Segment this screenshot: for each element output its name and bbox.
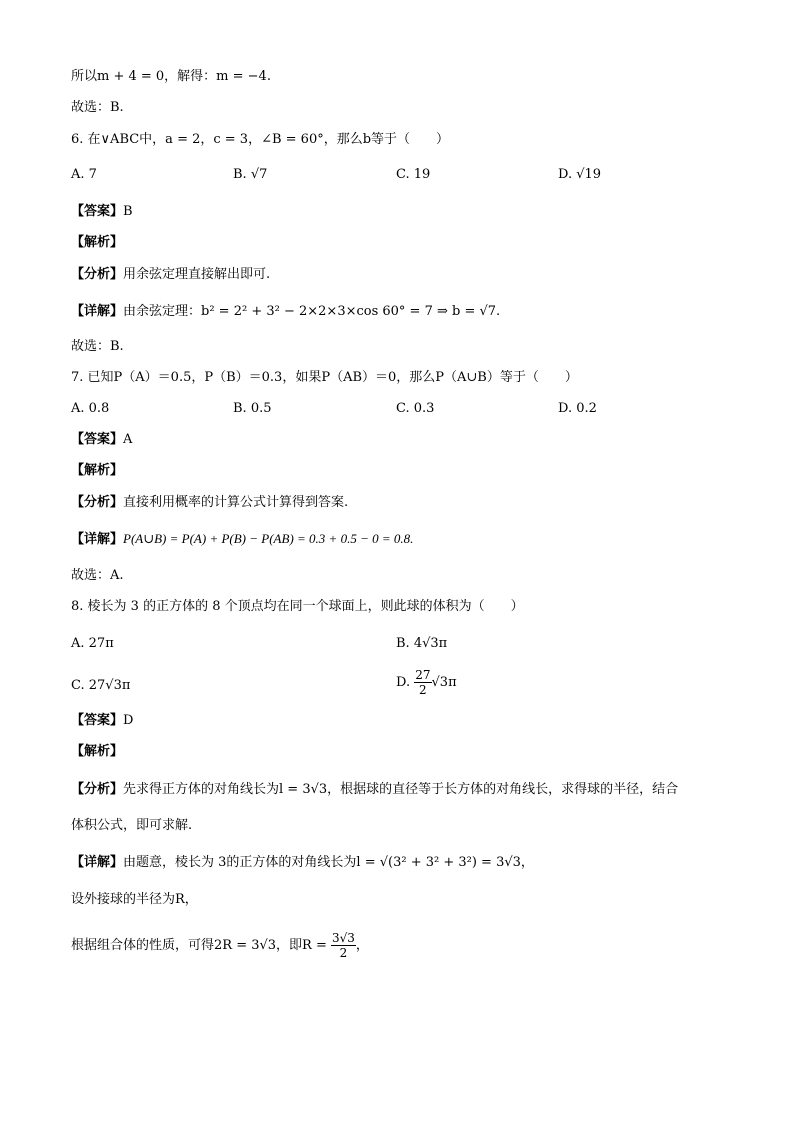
option-6d: D. √19: [558, 167, 602, 182]
analysis-6: [71, 266, 270, 284]
analysis-heading: 【解析】: [71, 235, 124, 250]
answer-value: B: [123, 204, 133, 219]
option-8c: C. 27√3π: [71, 678, 131, 693]
option-6c: C. 19: [396, 167, 431, 182]
option-8d-rest: √3π: [431, 675, 457, 690]
analysis-text: 直接利用概率的计算公式计算得到答案.: [123, 495, 349, 510]
detail-tag: 【详解】: [71, 532, 124, 547]
fraction-denominator: 2: [419, 683, 427, 697]
detail-text: 由题意，棱长为 3的正方体的对角线长为l = √(3² + 3² + 3²) = 3√3，: [123, 855, 534, 870]
answer-8: [71, 712, 133, 730]
answer-tag: 【答案】: [71, 713, 124, 728]
fraction-numerator: 3√3: [332, 931, 355, 945]
text-line: 故选：A.: [71, 568, 124, 583]
question-8: 8. 棱长为 3 的正方体的 8 个顶点均在同一个球面上，则此球的体积为（ ）: [71, 599, 524, 614]
fraction: [331, 931, 356, 960]
analysis-heading: 【解析】: [71, 744, 124, 759]
option-6b: B. √7: [233, 167, 268, 182]
analysis-tag: 【分析】: [71, 495, 124, 510]
analysis-heading: 【解析】: [71, 463, 124, 478]
text-segment: 根据组合体的性质，可得2R = 3√3，即R =: [71, 938, 327, 953]
option-8b: B. 4√3π: [396, 636, 448, 651]
question-6: 6. 在∨ABC中，a = 2，c = 3，∠B = 60°，那么b等于（ ）: [71, 132, 450, 147]
answer-7: [71, 431, 132, 449]
option-6a: A. 7: [71, 167, 97, 182]
option-7b: B. 0.5: [233, 401, 272, 416]
option-8a: A. 27π: [71, 636, 114, 651]
text-line: 故选：B.: [71, 100, 124, 115]
answer-tag: 【答案】: [71, 204, 124, 219]
detail-text: P(A∪B) = P(A) + P(B) − P(AB) = 0.3 + 0.5 − 0 = 0.8.: [123, 531, 414, 546]
answer-6: [71, 203, 133, 221]
answer-tag: 【答案】: [71, 432, 124, 447]
text-line: 设外接球的半径为R，: [71, 892, 198, 907]
text-line: [71, 928, 369, 964]
detail-tag: 【详解】: [71, 304, 124, 319]
detail-6: [71, 303, 500, 321]
text-line: 所以m + 4 = 0，解得：m = −4.: [71, 69, 271, 84]
option-7c: C. 0.3: [396, 401, 435, 416]
analysis-tag: 【分析】: [71, 267, 124, 282]
detail-tag: 【详解】: [71, 855, 124, 870]
analysis-tag: 【分析】: [71, 782, 124, 797]
text-line: 故选：B.: [71, 339, 124, 354]
fraction-denominator: 2: [339, 946, 348, 960]
question-7: 7. 已知P（A）＝0.5，P（B）＝0.3，如果P（AB）＝0，那么P（A∪B）等于（ ）: [71, 370, 578, 385]
text-segment: ，: [355, 938, 369, 953]
option-8d: [396, 666, 457, 700]
analysis-text: 用余弦定理直接解出即可.: [123, 267, 271, 282]
analysis-8: [71, 781, 678, 799]
text-line: 体积公式，即可求解.: [71, 818, 193, 833]
detail-7: [71, 530, 413, 549]
fraction-numerator: 27: [415, 668, 431, 682]
analysis-text: 先求得正方体的对角线长为l = 3√3，根据球的直径等于长方体的对角线长，求得球的半径，结合: [123, 782, 679, 797]
detail-8: [71, 854, 534, 872]
option-8d-label: D.: [396, 675, 411, 690]
detail-text: 由余弦定理：b² = 2² + 3² − 2×2×3×cos 60° = 7 ⇒ b = √7.: [123, 304, 501, 319]
answer-value: D: [123, 713, 134, 728]
answer-value: A: [123, 432, 133, 447]
option-7a: A. 0.8: [71, 401, 110, 416]
option-7d: D. 0.2: [558, 401, 597, 416]
analysis-7: [71, 494, 348, 512]
fraction: [414, 668, 431, 697]
